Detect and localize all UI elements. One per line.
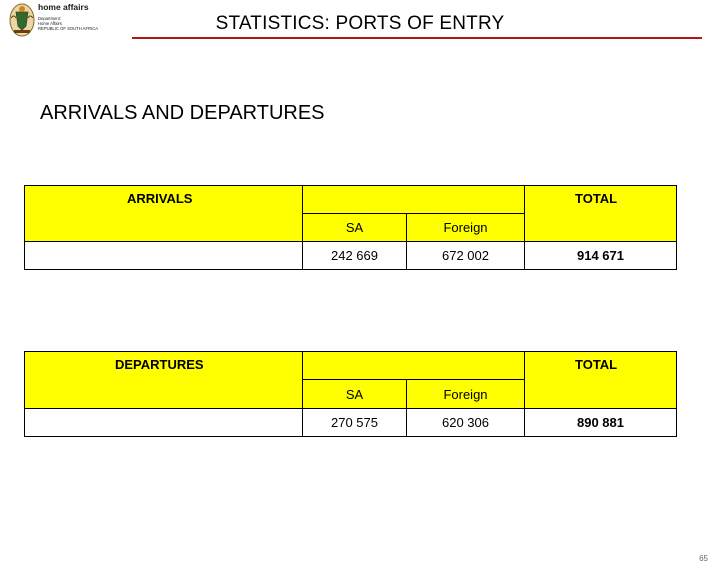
total-value: 890 881	[577, 415, 624, 430]
logo-line: Home Affairs	[38, 21, 62, 26]
foreign-value: 672 002	[442, 248, 489, 263]
col-foreign-label: Foreign	[443, 386, 488, 402]
arrivals-group-header	[302, 185, 525, 214]
total-label: TOTAL	[575, 191, 618, 206]
departures-col-sa	[302, 379, 407, 409]
logo-line: REPUBLIC OF SOUTH AFRICA	[38, 26, 99, 31]
arrivals-total-value	[524, 241, 677, 270]
sa-value: 270 575	[331, 415, 378, 430]
departures-label-cell	[24, 351, 303, 409]
total-label: TOTAL	[575, 357, 618, 372]
departures-table	[24, 351, 677, 437]
section-title: ARRIVALS AND DEPARTURES	[40, 102, 325, 124]
home-affairs-logo	[8, 2, 108, 38]
departures-foreign-value	[406, 408, 525, 437]
sa-value: 242 669	[331, 248, 378, 263]
departures-group-header	[302, 351, 525, 380]
arrivals-col-foreign	[406, 213, 525, 242]
total-value: 914 671	[577, 248, 624, 263]
foreign-value: 620 306	[442, 415, 489, 430]
departures-label: DEPARTURES	[115, 357, 204, 372]
arrivals-table	[24, 185, 677, 270]
col-sa-label: SA	[345, 220, 364, 235]
departures-label-value-cell	[24, 408, 303, 437]
logo-line: Department:	[38, 16, 62, 21]
departures-col-foreign	[406, 379, 525, 409]
arrivals-foreign-value	[406, 241, 525, 270]
arrivals-label-value-cell	[24, 241, 303, 270]
arrivals-total-header	[524, 185, 677, 242]
arrivals-col-sa	[302, 213, 407, 242]
arrivals-label-cell	[24, 185, 303, 242]
col-foreign-label: Foreign	[443, 220, 488, 235]
logo-text	[38, 2, 98, 31]
col-sa-label: SA	[345, 386, 364, 402]
title-divider	[132, 37, 702, 39]
logo-brand: home affairs	[38, 2, 89, 12]
page-number: 65	[699, 554, 708, 563]
arrivals-label: ARRIVALS	[127, 191, 193, 206]
page-title: STATISTICS: PORTS OF ENTRY	[215, 13, 505, 34]
coat-of-arms-icon	[8, 2, 36, 38]
departures-sa-value	[302, 408, 407, 437]
arrivals-sa-value	[302, 241, 407, 270]
departures-total-header	[524, 351, 677, 409]
departures-total-value	[524, 408, 677, 437]
